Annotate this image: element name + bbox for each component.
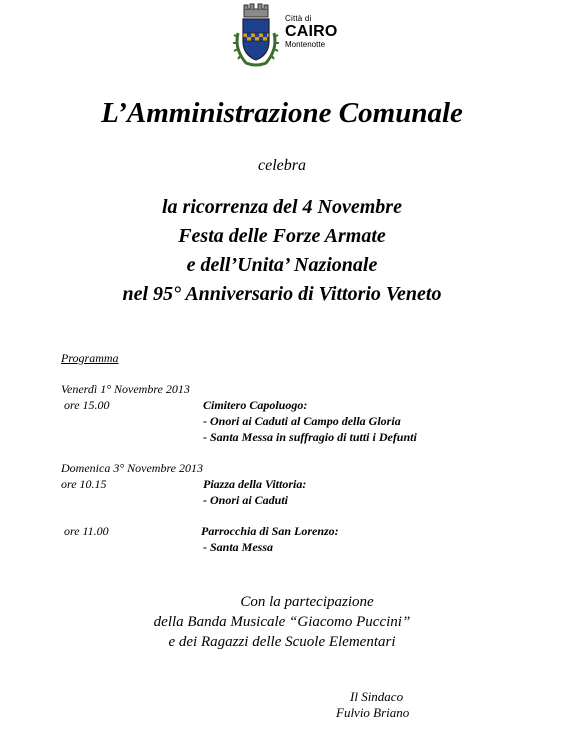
occasion-line: nel 95° Anniversario di Vittorio Veneto <box>122 283 442 305</box>
event-place: Cimitero Capoluogo: <box>203 398 308 412</box>
event-date: Venerdì 1° Novembre 2013 <box>61 382 190 396</box>
logo-city-name: CAIRO <box>285 23 338 40</box>
city-logo <box>232 3 342 69</box>
closing-line: e dei Ragazzi delle Scuole Elementari <box>168 634 396 650</box>
page-title: L’Amministrazione Comunale <box>101 97 463 129</box>
event-time: ore 11.00 <box>64 524 109 538</box>
logo-text <box>285 15 338 49</box>
logo-prefix: Città di <box>285 14 312 23</box>
signature-role: Il Sindaco <box>350 689 404 704</box>
event-item: - Santa Messa <box>203 540 274 554</box>
logo-subtitle: Montenotte <box>285 40 326 49</box>
event-date: Domenica 3° Novembre 2013 <box>61 461 203 475</box>
closing-text <box>0 592 564 652</box>
event-place: Piazza della Vittoria: <box>203 477 307 491</box>
event-time: ore 10.15 <box>61 477 107 491</box>
event-place: Parrocchia di San Lorenzo: <box>201 524 339 538</box>
subtitle: celebra <box>258 157 306 174</box>
signature-block <box>336 689 409 721</box>
event-item: - Onori ai Caduti <box>203 493 289 507</box>
closing-line: Con la partecipazione <box>240 594 374 610</box>
occasion-line: la ricorrenza del 4 Novembre <box>162 196 402 218</box>
occasion-line: Festa delle Forze Armate <box>178 225 386 247</box>
event-item: - Onori ai Caduti al Campo della Gloria <box>203 414 401 428</box>
event-item: - Santa Messa in suffragio di tutti i Defunti <box>203 430 417 444</box>
programma-label: Programma <box>61 351 119 365</box>
coat-of-arms-icon <box>232 3 280 69</box>
event-time: ore 15.00 <box>64 398 110 412</box>
signature-name: Fulvio Briano <box>336 705 410 720</box>
occasion-line: e dell’Unita’ Nazionale <box>186 254 378 276</box>
closing-line: della Banda Musicale “Giacomo Puccini” <box>153 614 411 630</box>
occasion-heading <box>0 193 564 309</box>
